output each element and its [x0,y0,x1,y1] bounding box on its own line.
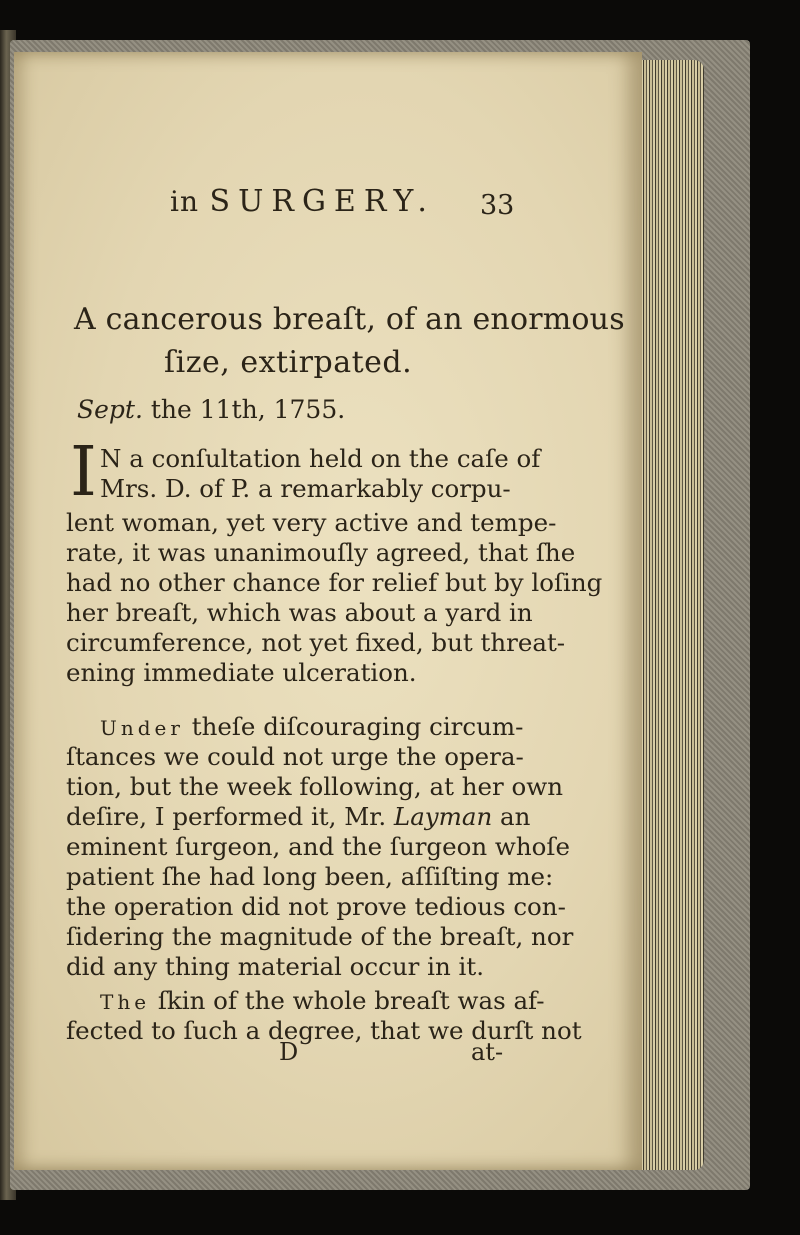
p2-line-8: ſidering the magnitude of the breaſt, nor [66,922,574,951]
p1-line-7: circumference, not yet fixed, but threat- [66,628,566,657]
date-rest: the 11th, 1755. [142,395,346,424]
p3-line-2: fected to ſuch a degree, that we durſt not [66,1016,582,1045]
book-page [14,52,642,1170]
page-edges [632,60,704,1170]
p1-line-4: rate, it was unanimouſly agreed, that ſhe [66,538,576,567]
title-line-1: A cancerous breaſt, of an enormous [74,302,625,337]
title-line-2: ſize, extirpated. [164,345,413,380]
p3-line-1-text: ſkin of the whole breaſt was af- [150,986,545,1015]
running-head-title: SURGERY. [209,184,435,219]
p2-line-9: did any thing material occur in it. [66,952,485,981]
p1-line-5: had no other chance for relief but by loſing [66,568,603,597]
p2-line-1 [100,712,523,743]
p1-line-6: her breaſt, which was about a yard in [66,598,533,627]
date-line [77,395,345,424]
p2-line-4 [66,802,530,832]
running-head-prefix: in [170,185,199,218]
p3-lead: The [100,990,151,1014]
p1-line-1: N a conſultation held on the caſe of [100,444,541,473]
p3-line-1 [100,986,545,1017]
p2-lead: Under [100,716,184,740]
p2-line-4-end: an [492,802,531,831]
running-head [170,184,435,219]
drop-cap: I [70,433,97,512]
p2-line-2: ſtances we could not urge the opera- [66,742,524,771]
p2-line-4-text: deſire, I performed it, Mr. [66,802,387,831]
catchword: at- [471,1038,504,1066]
p2-line-7: the operation did not prove tedious con- [66,892,566,921]
p2-line-1-text: theſe diſcouraging circum- [183,712,524,741]
p2-line-3: tion, but the week following, at her own [66,772,563,801]
page-number: 33 [480,190,515,221]
date-month: Sept. [77,395,143,424]
p1-line-3: lent woman, yet very active and tempe- [66,508,557,537]
p2-line-5: eminent ſurgeon, and the ſurgeon whoſe [66,832,570,861]
p2-name-layman: Layman [393,802,493,831]
p1-line-2: Mrs. D. of P. a remarkably corpu- [100,474,511,503]
p2-line-6: patient ſhe had long been, aſſiſting me: [66,862,554,891]
p1-line-8: ening immediate ulceration. [66,658,417,687]
signature-mark: D [279,1038,299,1066]
